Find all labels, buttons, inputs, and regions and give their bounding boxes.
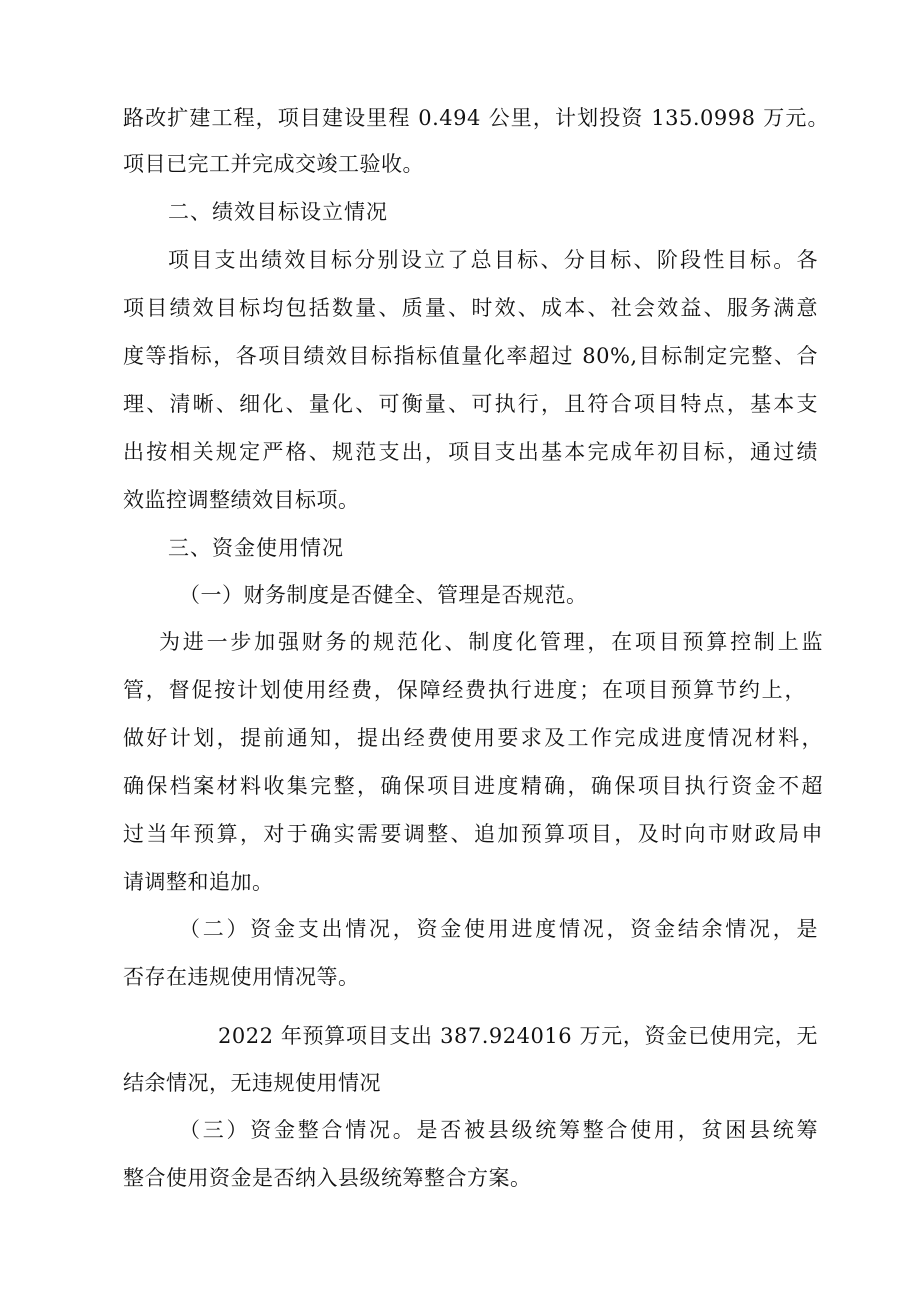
section-2-line-2: 项目绩效目标均包括数量、质量、时效、成本、社会效益、服务满意 <box>123 296 818 320</box>
subsection-2-title-line-2: 否存在违规使用情况等。 <box>123 965 360 989</box>
section-2-line-1: 项目支出绩效目标分别设立了总目标、分目标、阶段性目标。各 <box>168 248 818 272</box>
subsection-2-line-1: 2022 年预算项目支出 387.924016 万元，资金已使用完，无 <box>218 1024 818 1048</box>
intro-line-2: 项目已完工并完成交竣工验收。 <box>123 152 424 176</box>
section-2-line-3: 度等指标，各项目绩效目标指标值量化率超过 80%,目标制定完整、合 <box>123 344 818 368</box>
subsection-2-line-2: 结余情况，无违规使用情况 <box>123 1071 381 1095</box>
subsection-1-title: （一）财务制度是否健全、管理是否规范。 <box>179 583 588 607</box>
section-2-line-5: 出按相关规定严格、规范支出，项目支出基本完成年初目标，通过绩 <box>123 440 818 464</box>
subsection-1-line-5: 过当年预算，对于确实需要调整、追加预算项目，及时向市财政局申 <box>123 822 823 846</box>
section-2-heading: 二、绩效目标设立情况 <box>168 200 388 224</box>
section-2-line-4: 理、清晰、细化、量化、可衡量、可执行，且符合项目特点，基本支 <box>123 392 818 416</box>
subsection-1-line-4: 确保档案材料收集完整，确保项目进度精确，确保项目执行资金不超 <box>123 774 823 798</box>
subsection-1-line-1: 为进一步加强财务的规范化、制度化管理，在项目预算控制上监 <box>159 630 823 654</box>
section-3-heading: 三、资金使用情况 <box>168 536 344 560</box>
subsection-1-line-2: 管，督促按计划使用经费，保障经费执行进度；在项目预算节约上， <box>123 678 806 702</box>
intro-line-1: 路改扩建工程，项目建设里程 0.494 公里，计划投资 135.0998 万元。 <box>123 106 829 130</box>
subsection-3-title-line-2: 整合使用资金是否纳入县级统筹整合方案。 <box>123 1166 532 1190</box>
subsection-1-line-6: 请调整和追加。 <box>123 870 274 894</box>
subsection-1-line-3: 做好计划，提前通知，提出经费使用要求及工作完成进度情况材料， <box>123 726 823 750</box>
subsection-3-title-line-1: （三）资金整合情况。是否被县级统筹整合使用，贫困县统筹 <box>179 1118 818 1142</box>
subsection-2-title-line-1: （二）资金支出情况，资金使用进度情况，资金结余情况，是 <box>179 917 818 941</box>
section-2-line-6: 效监控调整绩效目标项。 <box>123 488 360 512</box>
